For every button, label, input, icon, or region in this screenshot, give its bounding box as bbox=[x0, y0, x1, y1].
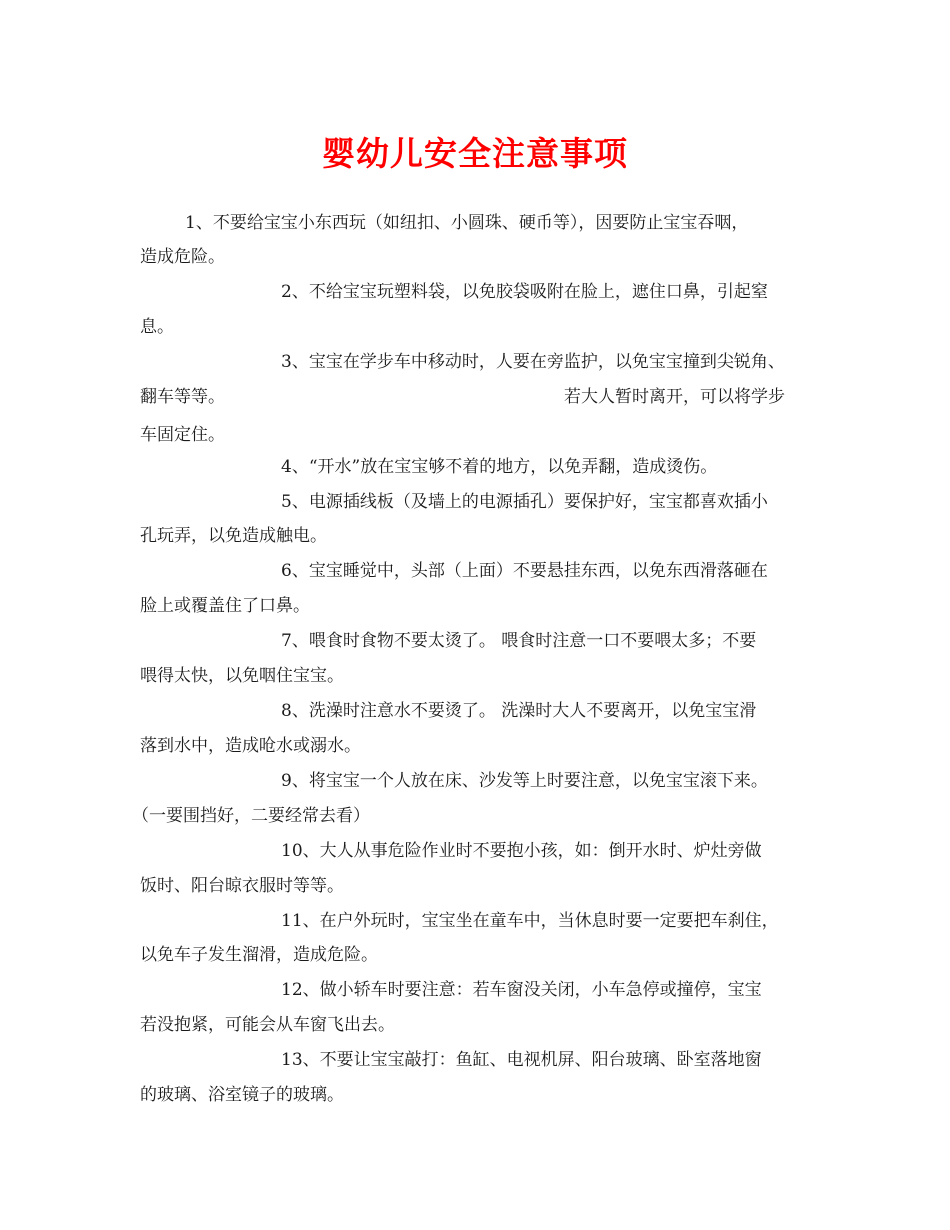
item-3-line-2a: 翻车等等。 bbox=[140, 387, 225, 407]
item-3-line-3: 车固定住。 bbox=[140, 425, 225, 445]
item-12-line-1: 12、做小轿车时要注意：若车窗没关闭，小车急停或撞停，宝宝 bbox=[281, 980, 762, 1000]
document-title: 婴幼儿安全注意事项 bbox=[322, 134, 628, 173]
item-3-line-2b: 若大人暂时离开，可以将学步 bbox=[564, 387, 785, 407]
item-8-line-1: 8、洗澡时注意水不要烫了。 洗澡时大人不要离开，以免宝宝滑 bbox=[281, 701, 757, 721]
item-2-line-2: 息。 bbox=[140, 317, 174, 337]
item-11-line-2: 以免车子发生溜滑，造成危险。 bbox=[140, 945, 378, 965]
item-4-line-1: 4、“开水”放在宝宝够不着的地方，以免弄翻，造成烫伤。 bbox=[281, 457, 718, 477]
item-7-line-1: 7、喂食时食物不要太烫了。 喂食时注意一口不要喂太多；不要 bbox=[281, 631, 757, 651]
item-13-line-2: 的玻璃、浴室镜子的玻璃。 bbox=[140, 1085, 344, 1105]
item-12-line-2: 若没抱紧，可能会从车窗飞出去。 bbox=[140, 1015, 395, 1035]
item-6-line-1: 6、宝宝睡觉中，头部（上面）不要悬挂东西，以免东西滑落砸在 bbox=[281, 561, 768, 581]
item-1-line-1: 1、不要给宝宝小东西玩（如纽扣、小圆珠、硬币等），因要防止宝宝吞咽， bbox=[185, 213, 749, 233]
item-3-line-1: 3、宝宝在学步车中移动时，人要在旁监护，以免宝宝撞到尖锐角、 bbox=[281, 352, 785, 372]
item-2-line-1: 2、不给宝宝玩塑料袋，以免胶袋吸附在脸上，遮住口鼻，引起窒 bbox=[281, 282, 768, 302]
item-5-line-2: 孔玩弄，以免造成触电。 bbox=[140, 526, 327, 546]
item-6-line-2: 脸上或覆盖住了口鼻。 bbox=[140, 596, 310, 616]
item-8-line-2: 落到水中，造成呛水或溺水。 bbox=[140, 736, 361, 756]
item-9-line-2: （一要围挡好，二要经常去看） bbox=[132, 806, 370, 826]
item-9-line-1: 9、将宝宝一个人放在床、沙发等上时要注意，以免宝宝滚下来。 bbox=[281, 771, 768, 791]
item-11-line-1: 11、在户外玩时，宝宝坐在童车中，当休息时要一定要把车刹住， bbox=[281, 911, 779, 931]
item-7-line-2: 喂得太快，以免咽住宝宝。 bbox=[140, 666, 344, 686]
item-1-line-2: 造成危险。 bbox=[140, 247, 225, 267]
item-13-line-1: 13、不要让宝宝敲打：鱼缸、电视机屏、阳台玻璃、卧室落地窗 bbox=[281, 1050, 762, 1070]
item-10-line-2: 饭时、阳台晾衣服时等等。 bbox=[140, 876, 344, 896]
item-5-line-1: 5、电源插线板（及墙上的电源插孔）要保护好，宝宝都喜欢插小 bbox=[281, 492, 768, 512]
item-10-line-1: 10、大人从事危险作业时不要抱小孩，如：倒开水时、炉灶旁做 bbox=[281, 841, 762, 861]
